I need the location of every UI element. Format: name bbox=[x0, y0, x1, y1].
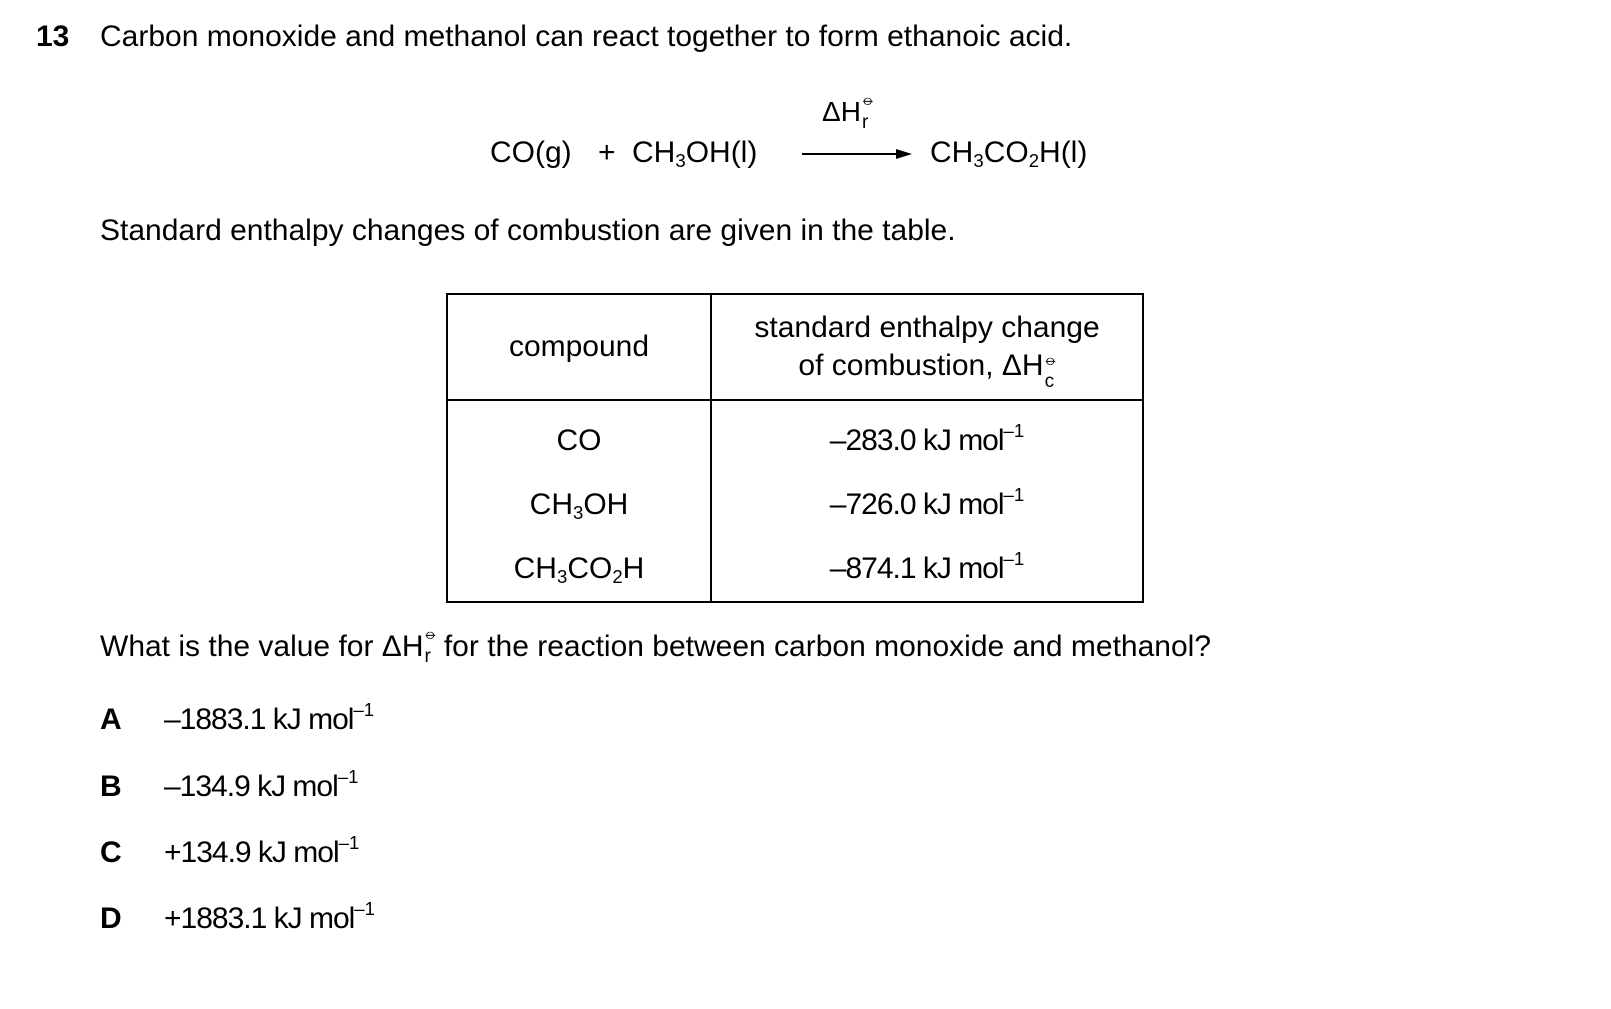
subscript-c: c bbox=[1044, 371, 1055, 392]
exponent: –1 bbox=[1003, 547, 1025, 569]
reactant-methanol bbox=[632, 136, 757, 170]
question-number: 13 bbox=[36, 20, 70, 53]
formula-subscript: 3 bbox=[556, 566, 568, 588]
arrow-icon bbox=[802, 146, 912, 162]
formula-subscript: 3 bbox=[675, 150, 686, 172]
delta-h-text: ΔH bbox=[381, 630, 424, 663]
table-row bbox=[447, 400, 1143, 473]
table-row bbox=[447, 473, 1143, 537]
header-line-1: standard enthalpy change bbox=[754, 311, 1100, 344]
standard-state-symbol: ⦵ bbox=[1043, 350, 1058, 369]
table-row bbox=[447, 537, 1143, 602]
formula-subscript: 3 bbox=[573, 502, 584, 524]
formula-subscript: 2 bbox=[1028, 150, 1040, 172]
subscript-r: r bbox=[861, 112, 869, 133]
standard-state-stack bbox=[1043, 347, 1058, 392]
formula-part: H(l) bbox=[1039, 136, 1088, 169]
plus-sign: + bbox=[598, 136, 616, 169]
exponent: –1 bbox=[338, 831, 360, 853]
value-text: –283.0 kJ mol bbox=[829, 424, 1004, 457]
exponent: –1 bbox=[353, 698, 375, 720]
arrow-label bbox=[822, 90, 876, 133]
exponent: –1 bbox=[337, 765, 359, 787]
standard-state-stack bbox=[860, 90, 876, 133]
formula-part: OH(l) bbox=[685, 136, 758, 169]
formula-part: CH bbox=[632, 136, 676, 169]
option-d[interactable] bbox=[100, 897, 375, 936]
standard-state-symbol: ⦵ bbox=[860, 90, 876, 109]
option-value: –134.9 kJ mol bbox=[164, 770, 338, 803]
formula-part: CH bbox=[529, 488, 573, 521]
table-intro: Standard enthalpy changes of combustion are given in the table. bbox=[100, 214, 956, 247]
delta-hc-symbol bbox=[1001, 349, 1058, 392]
option-letter: D bbox=[100, 902, 122, 935]
value-cell bbox=[711, 537, 1143, 602]
exponent: –1 bbox=[1003, 419, 1025, 441]
value-text: –726.0 kJ mol bbox=[829, 488, 1004, 521]
reactant-co: CO(g) bbox=[490, 136, 572, 169]
question-intro: Carbon monoxide and methanol can react together to form ethanoic acid. bbox=[100, 20, 1073, 53]
value-text: –874.1 kJ mol bbox=[829, 552, 1004, 585]
formula-subscript: 2 bbox=[612, 566, 623, 588]
formula-part: OH bbox=[583, 488, 629, 521]
formula-part: CO bbox=[983, 136, 1029, 169]
option-value: +1883.1 kJ mol bbox=[164, 902, 355, 935]
compound-cell bbox=[447, 537, 711, 602]
formula-part: CH bbox=[930, 136, 974, 169]
formula-part: CO bbox=[556, 424, 602, 457]
option-letter: A bbox=[100, 703, 122, 736]
value-cell bbox=[711, 400, 1143, 473]
delta-hr-symbol bbox=[381, 624, 438, 667]
prompt-text: What is the value for bbox=[100, 630, 382, 663]
prompt-text: for the reaction between carbon monoxide and methanol? bbox=[435, 630, 1212, 663]
option-value: +134.9 kJ mol bbox=[164, 836, 339, 869]
header-line-2 bbox=[712, 347, 1142, 392]
formula-subscript: 3 bbox=[973, 150, 984, 172]
question-prompt bbox=[100, 624, 1212, 667]
header-compound: compound bbox=[447, 294, 711, 400]
delta-h-text: ΔH bbox=[1001, 349, 1044, 382]
option-letter: B bbox=[100, 770, 122, 803]
value-cell bbox=[711, 473, 1143, 537]
combustion-table bbox=[446, 293, 1144, 603]
option-a[interactable] bbox=[100, 698, 375, 737]
subscript-r: r bbox=[424, 646, 431, 667]
standard-state-stack bbox=[423, 624, 438, 667]
formula-part: CO bbox=[567, 552, 613, 585]
formula-part: H bbox=[622, 552, 645, 585]
exponent: –1 bbox=[354, 897, 375, 919]
exponent: –1 bbox=[1003, 483, 1025, 505]
standard-state-symbol: ⦵ bbox=[423, 624, 438, 643]
option-c[interactable] bbox=[100, 831, 360, 870]
formula-part: CH bbox=[513, 552, 557, 585]
delta-h-symbol: ΔH bbox=[822, 96, 861, 127]
header-enthalpy bbox=[711, 294, 1143, 400]
reaction-arrow bbox=[802, 90, 912, 176]
compound-cell bbox=[447, 400, 711, 473]
header-text: of combustion, bbox=[798, 349, 1002, 382]
option-value: –1883.1 kJ mol bbox=[164, 703, 354, 736]
compound-cell bbox=[447, 473, 711, 537]
product-ethanoic-acid bbox=[930, 136, 1087, 170]
option-letter: C bbox=[100, 836, 122, 869]
option-b[interactable] bbox=[100, 765, 359, 804]
